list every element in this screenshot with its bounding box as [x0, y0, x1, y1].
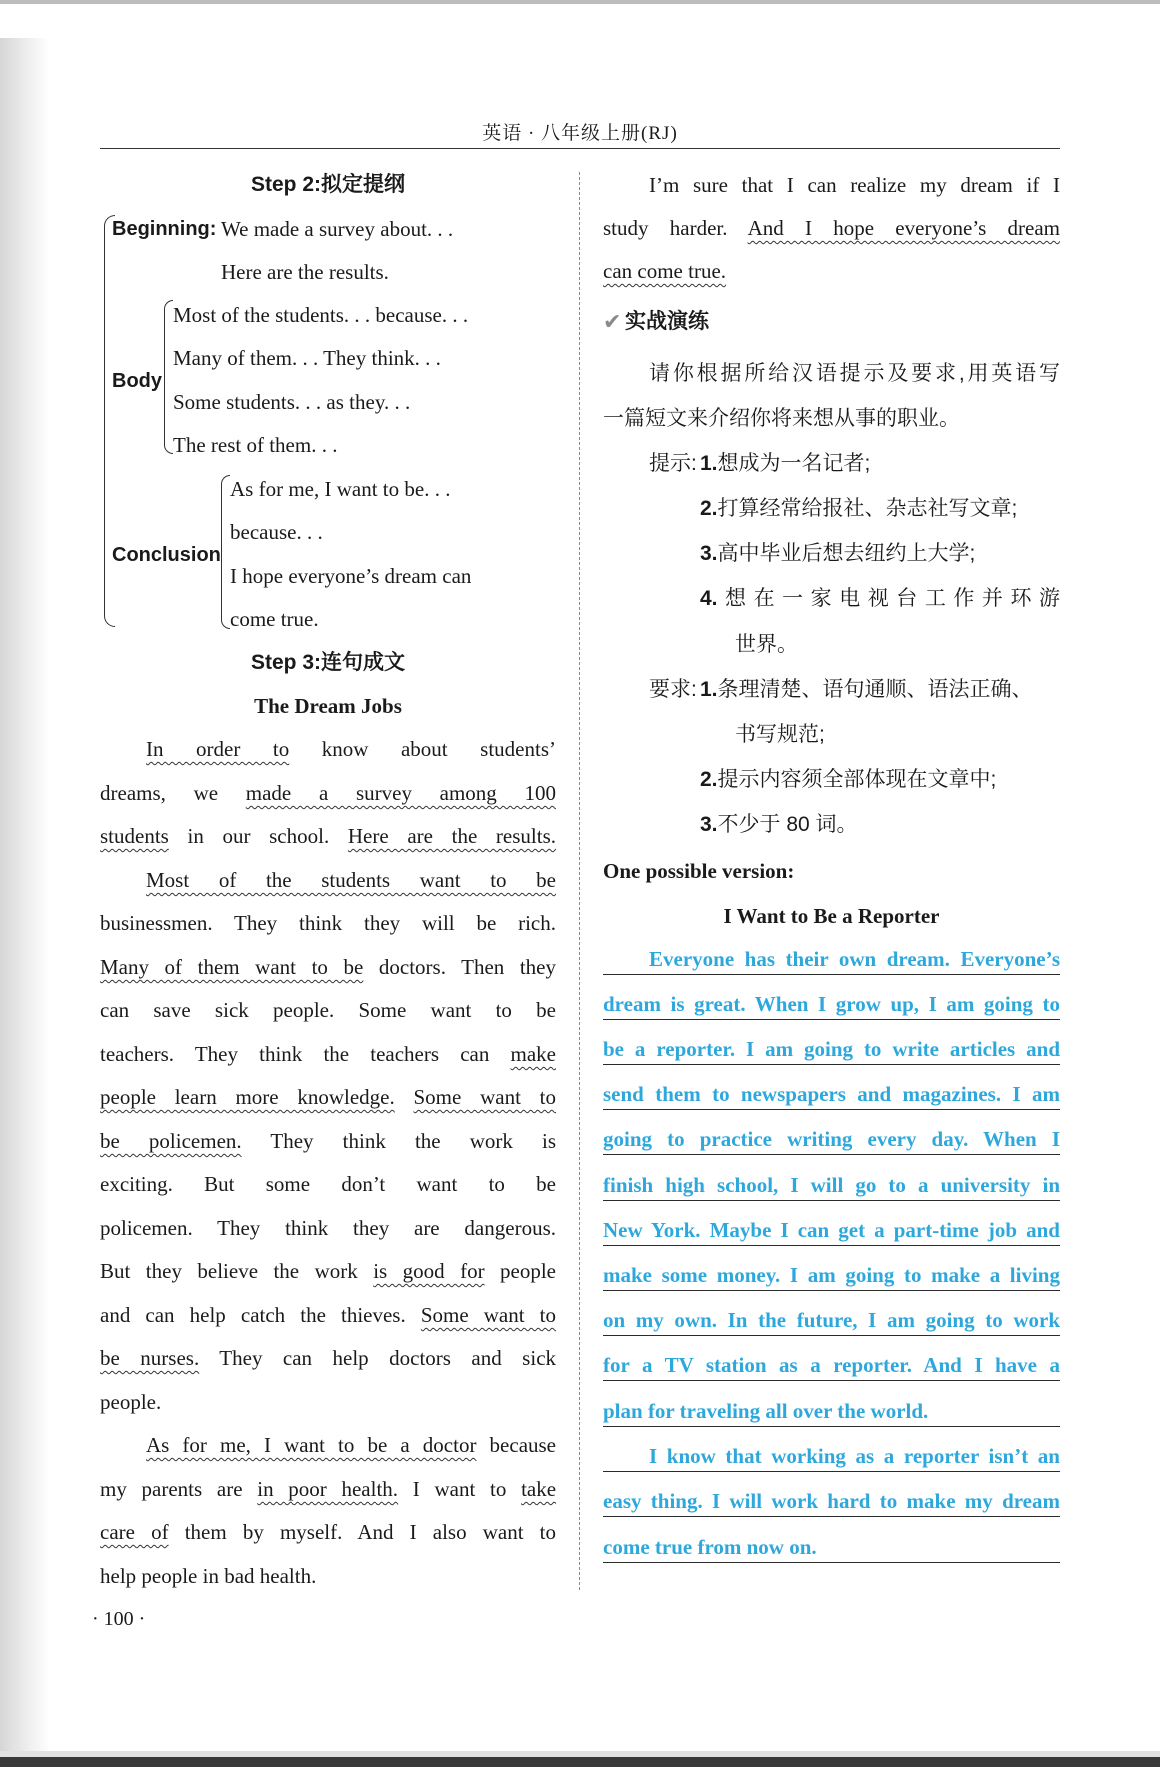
conclusion-line-2: because. . . — [230, 520, 323, 544]
essay-line: exciting. But some don’t want to be — [100, 1172, 556, 1196]
answer-line: finish high school, I will go to a university in — [603, 1170, 1060, 1201]
answer-line: come true from now on. — [603, 1532, 1060, 1563]
essay-line: be policemen. They think the work is — [100, 1129, 557, 1153]
essay-line: people learn more knowledge. Some want to — [100, 1085, 556, 1109]
answer-line: on my own. In the future, I am going to work — [603, 1305, 1060, 1336]
answer-line: make some money. I am going to make a living — [603, 1260, 1060, 1291]
requirements-label: 要求: — [649, 678, 697, 701]
header-rule — [100, 148, 1060, 149]
essay-line: As for me, I want to be a doctor because — [146, 1433, 557, 1457]
conclusion-line-1: As for me, I want to be. . . — [230, 477, 451, 501]
essay-line: my parents are in poor health. I want to take — [100, 1477, 557, 1501]
essay-line: policemen. They think they are dangerous. — [100, 1216, 556, 1240]
answer-line: going to practice writing every day. When I — [603, 1124, 1060, 1155]
body-line-1: Most of the students. . . because. . . — [173, 303, 469, 327]
answer-line: New York. Maybe I can get a part-time job and — [603, 1215, 1060, 1246]
intro-line-3: can come true. — [603, 259, 727, 283]
answer-line: be a reporter. I am going to write articles and — [603, 1034, 1060, 1065]
hint-item: 1.想成为一名记者; — [700, 452, 871, 475]
answer-line: I know that working as a reporter isn’t an — [603, 1441, 1060, 1472]
task-line-1: 请你根据所给汉语提示及要求,用英语写 — [649, 362, 1060, 385]
answer-line: send them to newspapers and magazines. I am — [603, 1079, 1060, 1110]
hint-item: 3.高中毕业后想去纽约上大学; — [700, 542, 976, 565]
answer-line: easy thing. I will work hard to make my dream — [603, 1486, 1060, 1517]
task-line-2: 一篇短文来介绍你将来想从事的职业。 — [603, 407, 960, 430]
essay-line: teachers. They think the teachers can make — [100, 1042, 557, 1066]
checkmark-icon: ✔ — [603, 309, 622, 334]
intro-line-1: I’m sure that I can realize my dream if I — [649, 173, 1060, 197]
body-label: Body — [112, 370, 162, 392]
essay-line: people. — [100, 1390, 162, 1414]
conclusion-brace — [221, 475, 230, 629]
hint-item-cont: 世界。 — [735, 633, 798, 656]
intro-line-2: study harder. And I hope everyone’s dream — [603, 216, 1060, 240]
answer-line: dream is great. When I grow up, I am going to — [603, 989, 1060, 1020]
version-label: One possible version: — [603, 859, 795, 883]
hint-item: 2.打算经常给报社、杂志社写文章; — [700, 497, 1018, 520]
beginning-line-2: Here are the results. — [221, 260, 389, 284]
hint-item: 4.想在一家电视台工作并环游 — [700, 587, 1060, 610]
answer-line: plan for traveling all over the world. — [603, 1396, 1060, 1427]
hints-label: 提示: — [649, 452, 697, 475]
requirement-item: 1.条理清楚、语句通顺、语法正确、 — [700, 678, 1033, 701]
body-line-2: Many of them. . . They think. . . — [173, 346, 441, 370]
body-line-4: The rest of them. . . — [173, 433, 338, 457]
essay-line: Many of them want to be doctors. Then they — [100, 955, 557, 979]
essay-line: But they believe the work is good for people — [100, 1259, 557, 1283]
requirement-item-cont: 书写规范; — [735, 723, 825, 746]
essay-line: Most of the students want to be — [146, 868, 556, 892]
running-header: 英语 · 八年级上册(RJ) — [482, 123, 678, 144]
practice-heading: 实战演练 — [625, 310, 709, 333]
conclusion-line-4: come true. — [230, 607, 319, 631]
requirement-item: 3.不少于 80 词。 — [700, 813, 858, 836]
essay-line: students in our school. Here are the results. — [100, 824, 557, 848]
essay-line: dreams, we made a survey among 100 — [100, 781, 556, 805]
essay-line: and can help catch the thieves. Some want to — [100, 1303, 556, 1327]
essay-line: can save sick people. Some want to be — [100, 998, 556, 1022]
essay-line: care of them by myself. And I also want to — [100, 1520, 556, 1544]
conclusion-line-3: I hope everyone’s dream can — [230, 564, 472, 588]
beginning-line-1: We made a survey about. . . — [221, 217, 454, 241]
essay-line: businessmen. They think they will be rich. — [100, 911, 556, 935]
essay-line: help people in bad health. — [100, 1564, 317, 1588]
beginning-label: Beginning: — [112, 218, 217, 240]
column-divider — [579, 172, 580, 1590]
essay-title: The Dream Jobs — [254, 694, 402, 718]
body-brace — [164, 300, 173, 454]
page-binding-shadow — [0, 38, 50, 1751]
step2-heading: Step 2:拟定提纲 — [250, 173, 405, 196]
answer-title: I Want to Be a Reporter — [723, 904, 940, 928]
essay-line: be nurses. They can help doctors and sick — [100, 1346, 557, 1370]
requirement-item: 2.提示内容须全部体现在文章中; — [700, 768, 997, 791]
essay-line: In order to know about students’ — [146, 737, 556, 761]
bottom-bar — [0, 1757, 1160, 1767]
answer-line: Everyone has their own dream. Everyone’s — [603, 944, 1060, 975]
top-edge — [0, 0, 1160, 4]
conclusion-label: Conclusion — [112, 544, 221, 566]
page-number: · 100 · — [92, 1608, 146, 1630]
step3-heading: Step 3:连句成文 — [250, 651, 405, 674]
body-line-3: Some students. . . as they. . . — [173, 390, 411, 414]
answer-line: for a TV station as a reporter. And I have a — [603, 1350, 1060, 1381]
